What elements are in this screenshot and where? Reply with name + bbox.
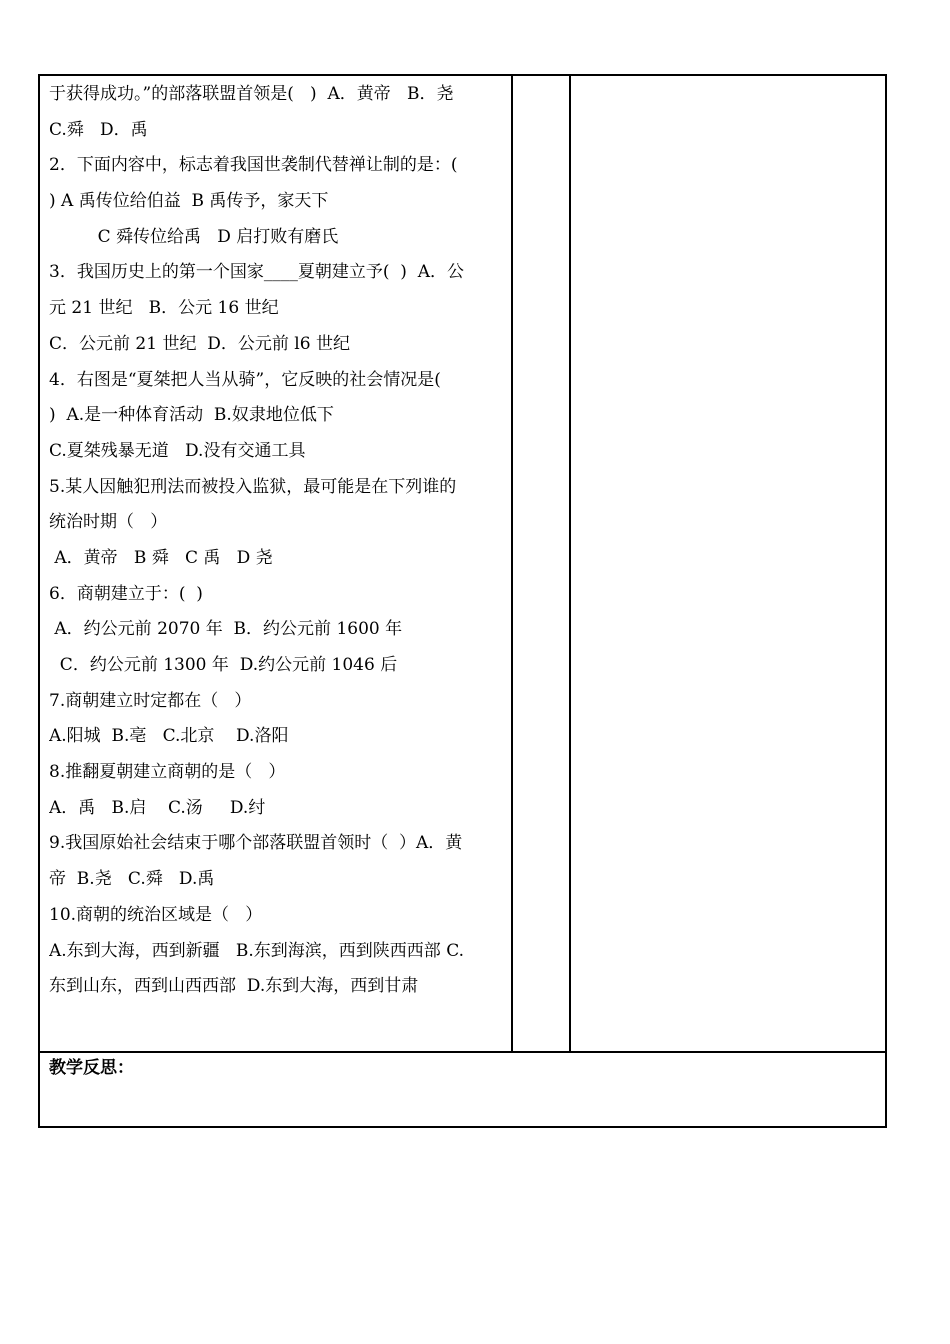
question-line: 东到山东，西到山西西部 D.东到大海，西到甘肃 [49,976,419,997]
question-line: C．约公元前 1300 年 D.约公元前 1046 后 [49,655,398,675]
teaching-reflection-label: 教学反思： [49,1058,134,1078]
question-line: 统治时期（ ） [49,512,168,533]
question-line: A.阳城 B.亳 C.北京 D.洛阳 [49,726,289,747]
question-line: 帝 B.尧 C.舜 D.禹 [49,869,215,890]
question-line: C.舜 D．禹 [49,119,148,140]
question-line: C．公元前 21 世纪 D．公元前 l6 世纪 [49,333,350,354]
exercise-questions-cell [40,76,513,1051]
question-line: ) A.是一种体育活动 B.奴隶地位低下 [49,405,334,426]
question-line: C.夏桀残暴无道 D.没有交通工具 [49,440,306,461]
question-line: A．约公元前 2070 年 B．约公元前 1600 年 [49,619,403,640]
question-line: 10.商朝的统治区域是（ ） [49,904,263,925]
question-line: 于获得成功。”的部落联盟首领是( ) A．黄帝 B．尧 [49,84,454,104]
teaching-reflection-row [40,1053,885,1126]
question-line: A.东到大海，西到新疆 B.东到海滨，西到陕西西部 C. [49,940,464,961]
question-line: 7.商朝建立时定都在（ ） [49,690,252,711]
lesson-plan-table [38,74,887,1128]
exercise-row [40,76,885,1053]
question-line: 8.推翻夏朝建立商朝的是（ ） [49,762,286,783]
question-line: A．禹 B.启 C.汤 D.纣 [49,797,266,818]
question-line: C 舜传位给禹 D 启打败有磨氏 [49,226,339,247]
question-line: 4．右图是“夏桀把人当从骑”，它反映的社会情况是( [49,369,441,390]
empty-right-cell [571,76,885,1051]
empty-middle-cell [513,76,571,1051]
question-line: 6．商朝建立于：( ) [49,583,203,604]
question-line: A．黄帝 B 舜 C 禹 D 尧 [49,547,273,568]
question-line: 元 21 世纪 B．公元 16 世纪 [49,298,279,319]
question-line: 9.我国原始社会结束于哪个部落联盟首领时（ ）A．黄 [49,833,463,854]
question-line: 5.某人因触犯刑法而被投入监狱，最可能是在下列谁的 [49,476,457,497]
question-line: ) A 禹传位给伯益 B 禹传予，家天下 [49,191,329,212]
question-line: 2．下面内容中，标志着我国世袭制代替禅让制的是：( [49,155,458,176]
question-line: 3．我国历史上的第一个国家____夏朝建立予( ) A．公 [49,262,464,283]
